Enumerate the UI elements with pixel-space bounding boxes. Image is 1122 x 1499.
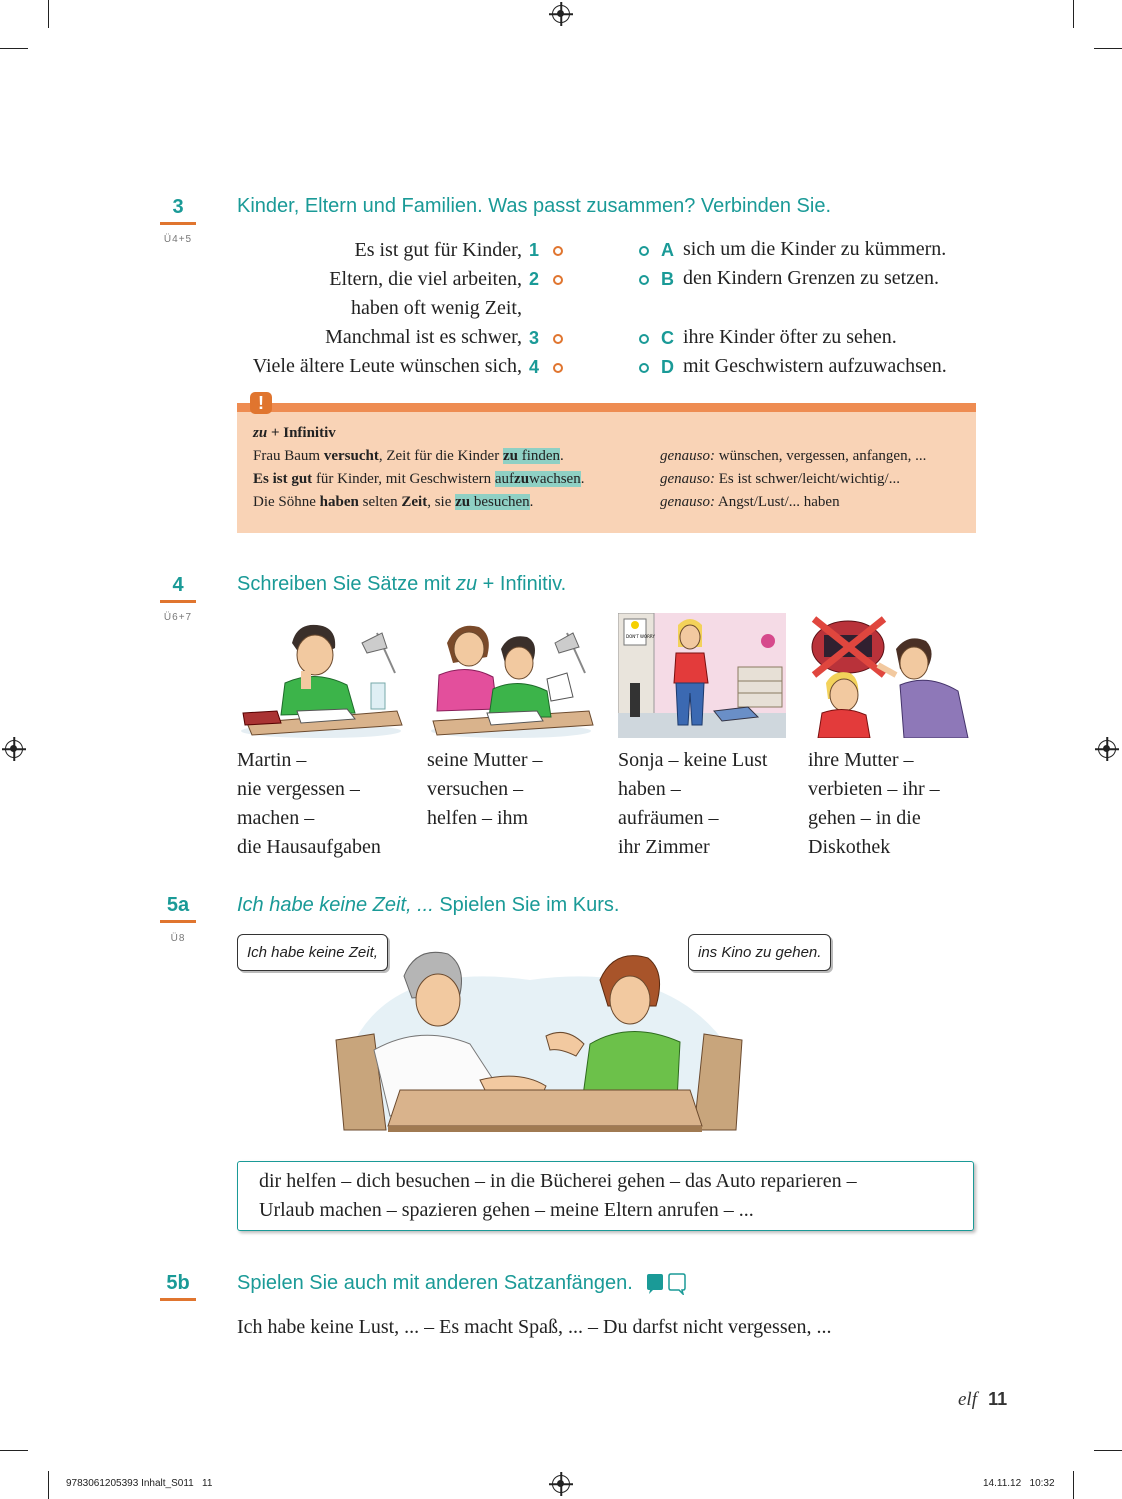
caption-line: ihre Mutter – [808, 749, 914, 771]
text-segment: wachsen [529, 471, 581, 487]
picture-caption [808, 746, 940, 862]
exercise-number-label: 5b [166, 1272, 190, 1294]
poster-text: DON'T WORRY [626, 634, 655, 639]
title-segment: + Infinitiv. [477, 573, 567, 595]
match-letter: C [661, 328, 674, 348]
match-connector-left[interactable] [553, 246, 563, 256]
crop-mark [1094, 1450, 1122, 1451]
caption-line: machen – [237, 807, 315, 829]
grammar-title [253, 425, 336, 442]
text-segment-bold: versucht [323, 448, 379, 464]
title-segment: Spielen Sie im Kurs. [433, 894, 620, 916]
crop-mark [1073, 1471, 1074, 1499]
illustration-mother-helping [427, 613, 595, 738]
match-right-text: sich um die Kinder zu kümmern. [683, 238, 947, 260]
speech-bubble-right: ins Kino zu gehen. [688, 934, 831, 971]
match-number: 3 [529, 328, 540, 348]
grammar-box [237, 393, 976, 533]
crop-mark [1073, 0, 1074, 28]
picture-caption [237, 746, 381, 862]
caption-line: helfen – ihm [427, 807, 529, 829]
page-number-word: elf [958, 1389, 977, 1410]
exercise-number [160, 574, 196, 603]
caption-line: verbieten – ihr – [808, 778, 940, 800]
match-left-text: Viele ältere Leute wünschen sich, [252, 355, 522, 377]
match-connector-right[interactable] [639, 275, 649, 285]
caption-line: Martin – [237, 749, 307, 771]
word-box [237, 1161, 974, 1231]
crop-mark [48, 1471, 49, 1499]
title-segment-italic: Ich habe keine Zeit, ... [237, 894, 434, 916]
genauso-text: Es ist schwer/leicht/wichtig/... [715, 471, 900, 487]
match-left-text: Manchmal ist es schwer, [325, 326, 522, 348]
exercise-number-underline [160, 920, 196, 923]
highlight-segment [495, 471, 581, 487]
text-segment: Die Söhne [253, 494, 320, 510]
exclamation-icon: ! [250, 392, 272, 414]
text-segment: , sie [427, 494, 456, 510]
picture-caption [618, 746, 767, 862]
match-left-text: Eltern, die viel arbeiten, [329, 268, 522, 290]
exercise-title [237, 894, 619, 917]
crop-mark [0, 1450, 28, 1451]
caption-line: haben – [618, 778, 681, 800]
text-segment: für Kinder, mit Geschwistern [312, 471, 495, 487]
text-segment-bold: Zeit [401, 494, 428, 510]
match-number: 2 [529, 269, 540, 289]
crop-mark [0, 48, 28, 49]
title-segment-italic: zu [456, 573, 478, 595]
match-number: 4 [529, 357, 540, 377]
illustration-martin-homework [237, 613, 405, 738]
crop-mark [48, 0, 49, 28]
text-segment: . [560, 448, 564, 464]
registration-mark-icon [1098, 740, 1116, 758]
grammar-genauso [660, 494, 840, 511]
picture-caption [427, 746, 543, 833]
match-right-text: den Kindern Grenzen zu setzen. [683, 267, 939, 289]
grammar-box-header [237, 403, 976, 412]
word-box-line: dir helfen – dich besuchen – in die Bücherei gehen – das Auto reparieren – [259, 1170, 857, 1192]
genauso-text: wünschen, vergessen, anfangen, ... [715, 448, 927, 464]
exercise-number-label: 3 [172, 196, 184, 218]
match-letter: D [661, 357, 674, 377]
match-connector-right[interactable] [639, 363, 649, 373]
text-segment-bold: Es ist gut [253, 471, 313, 487]
match-connector-right[interactable] [639, 246, 649, 256]
caption-line: ihr Zimmer [618, 836, 710, 858]
text-segment: auf [494, 471, 515, 487]
exercise-reference: Ü6+7 [163, 612, 193, 623]
grammar-genauso [660, 448, 926, 465]
speech-bubble-left: Ich habe keine Zeit, [237, 934, 388, 971]
match-connector-left[interactable] [553, 275, 563, 285]
match-letter: B [661, 269, 674, 289]
grammar-title-rest: + Infinitiv [267, 425, 336, 441]
exercise-number [160, 1272, 196, 1301]
highlight-segment [503, 448, 560, 464]
print-slug-left: 9783061205393 Inhalt_S011 11 [66, 1478, 213, 1489]
registration-mark-icon [552, 5, 570, 23]
page-number [958, 1389, 1007, 1411]
exercise-number-label: 4 [172, 574, 184, 596]
text-segment: Frau Baum [253, 448, 324, 464]
match-connector-left[interactable] [553, 363, 563, 373]
caption-line: versuchen – [427, 778, 524, 800]
text-segment: , Zeit für die Kinder [378, 448, 503, 464]
text-segment: selten [358, 494, 402, 510]
grammar-example [253, 448, 564, 465]
match-right-text: ihre Kinder öfter zu sehen. [683, 326, 897, 348]
illustration-mother-forbidding [808, 613, 976, 738]
text-segment: finden [517, 448, 561, 464]
text-segment: besuchen [470, 494, 530, 510]
word-box-line: Urlaub machen – spazieren gehen – meine Eltern anrufen – ... [259, 1199, 754, 1221]
page-number-digits: 11 [988, 1389, 1008, 1409]
exercise-title: Kinder, Eltern und Familien. Was passt zusammen? Verbinden Sie. [237, 195, 832, 217]
genauso-label: genauso: [660, 471, 715, 487]
exercise-number [160, 196, 196, 225]
caption-line: gehen – in die [808, 807, 921, 829]
text-segment-bold: zu [514, 471, 530, 487]
text-segment: . [529, 494, 534, 510]
match-connector-right[interactable] [639, 334, 649, 344]
exercise-text: Ich habe keine Lust, ... – Es macht Spaß, ... – Du darfst nicht vergessen, ... [237, 1316, 832, 1338]
caption-line: die Hausaufgaben [237, 836, 381, 858]
genauso-label: genauso: [660, 448, 715, 464]
caption-line: seine Mutter – [427, 749, 543, 771]
registration-mark-icon [552, 1475, 570, 1493]
caption-line: aufräumen – [618, 807, 719, 829]
text-segment: . [580, 471, 585, 487]
exercise-number [160, 894, 196, 923]
match-number: 1 [529, 240, 540, 260]
highlight-segment [455, 494, 530, 510]
title-segment: Schreiben Sie Sätze mit [237, 573, 456, 595]
exercise-reference: Ü8 [170, 933, 186, 944]
exercise-title [237, 573, 566, 596]
registration-mark-icon [5, 740, 23, 758]
grammar-genauso [660, 471, 900, 488]
grammar-example [253, 471, 584, 488]
crop-mark [1094, 48, 1122, 49]
match-left-text: Es ist gut für Kinder, [354, 239, 522, 261]
match-letter: A [661, 240, 674, 260]
exercise-number-label: 5a [166, 894, 190, 916]
genauso-label: genauso: [660, 494, 715, 510]
text-segment-bold: zu [502, 448, 518, 464]
exercise-number-underline [160, 1298, 196, 1301]
exercise-number-underline [160, 222, 196, 225]
genauso-text: Angst/Lust/... haben [715, 494, 840, 510]
match-right-text: mit Geschwistern aufzuwachsen. [683, 355, 947, 377]
illustration-sonja-room [618, 613, 786, 738]
match-connector-left[interactable] [553, 334, 563, 344]
text-segment-bold: zu [455, 494, 471, 510]
print-slug-right: 14.11.12 10:32 [983, 1478, 1055, 1489]
grammar-example [253, 494, 533, 511]
speaking-pair-icon [645, 1273, 687, 1295]
grammar-title-zu: zu [253, 425, 268, 441]
caption-line: Diskothek [808, 836, 891, 858]
text-segment-bold: haben [319, 494, 359, 510]
match-left-text: haben oft wenig Zeit, [350, 297, 522, 319]
exercise-reference: Ü4+5 [163, 234, 193, 245]
exercise-number-underline [160, 600, 196, 603]
exercise-title: Spielen Sie auch mit anderen Satzanfängen. [237, 1272, 633, 1294]
illustration-conversation [330, 940, 750, 1134]
caption-line: Sonja – keine Lust [618, 749, 768, 771]
caption-line: nie vergessen – [237, 778, 360, 800]
